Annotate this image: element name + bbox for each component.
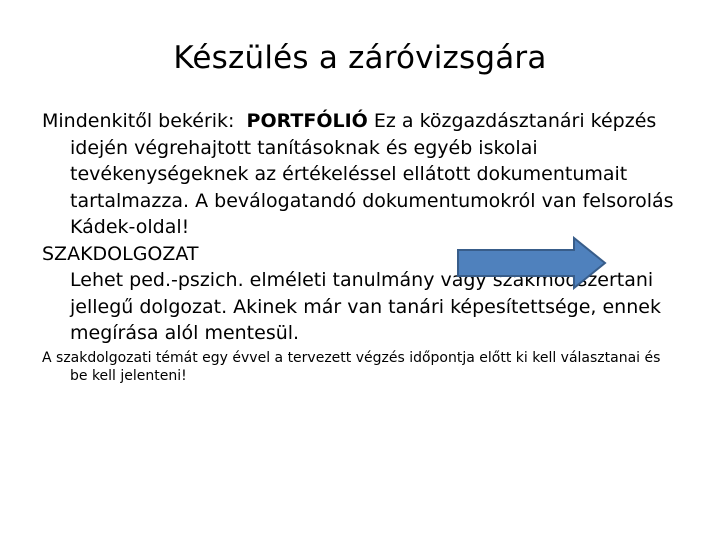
thesis-description: Lehet ped.-pszich. elméleti tanulmány vagy szakmódszertani jellegű dolgozat. Akinek már van tanári képesítettsége, ennek megírása alól mentesül. xyxy=(70,269,661,344)
thesis-heading: SZAKDOLGOZAT xyxy=(42,242,199,265)
portfolio-paragraph xyxy=(42,108,682,214)
right-arrow-icon xyxy=(456,236,608,290)
portfolio-prefix: Mindenkitől bekérik: xyxy=(42,110,235,132)
portfolio-keyword: PORTFÓLIÓ xyxy=(246,110,368,132)
slide-title: Készülés a záróvizsgára xyxy=(173,40,547,76)
thesis-deadline-note: A szakdolgozati témát egy évvel a tervezett végzés időpontja előtt ki kell választanai és be kell jelenteni! xyxy=(42,349,661,384)
kadek-reference: Kádek-oldal! xyxy=(70,216,190,238)
portfolio-description: Ez a közgazdásztanári képzés idején végrehajtott tanításoknak és egyéb iskolai tevékenységeknek az értékeléssel ellátott dokumentumait tartalmazza. A beválogatandó dokumentumokról van felsorolás xyxy=(70,110,674,212)
